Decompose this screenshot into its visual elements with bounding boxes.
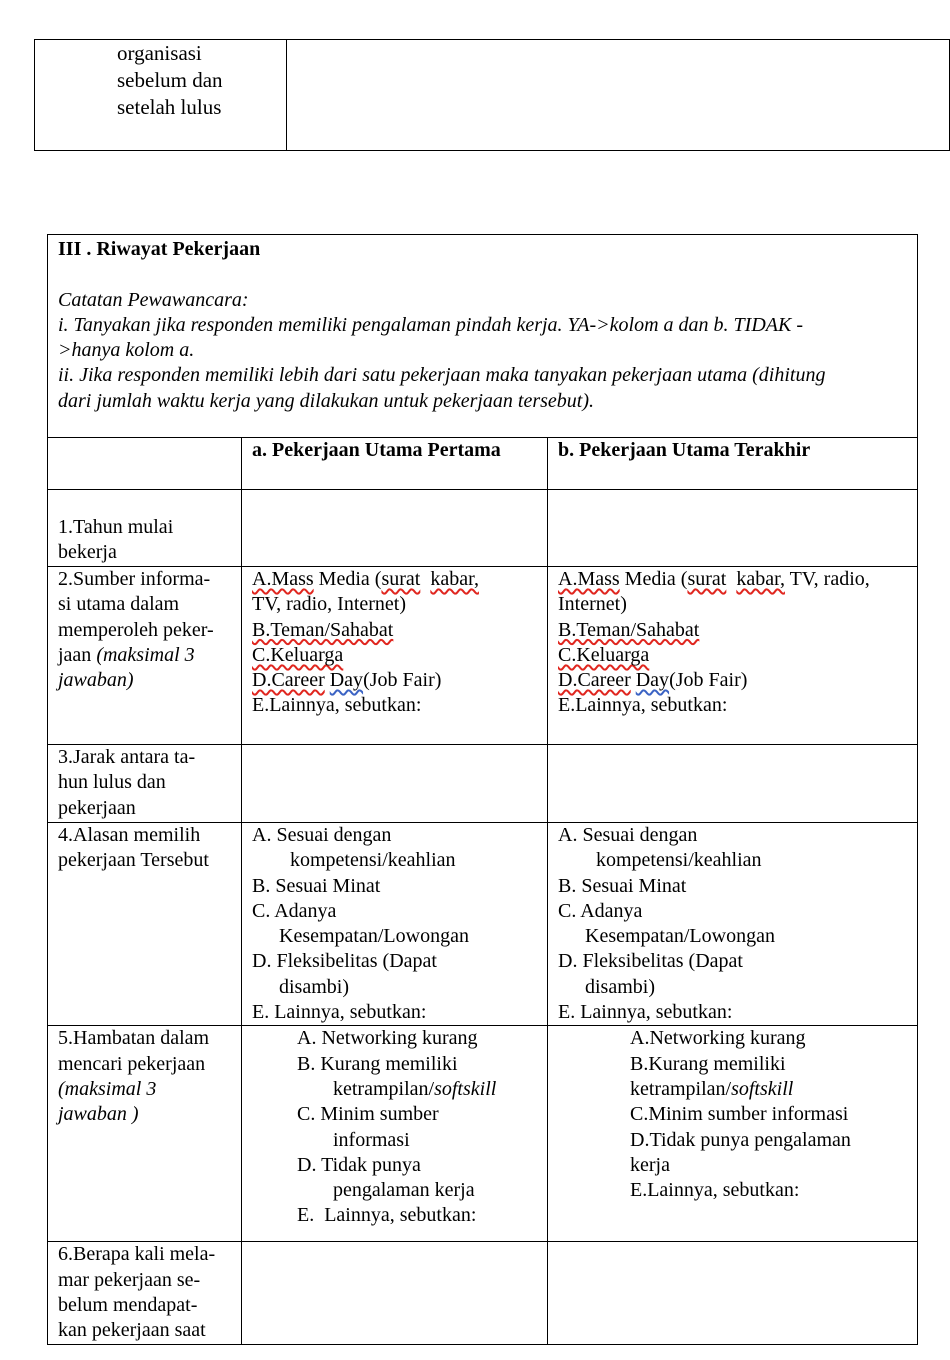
option-a: Media ( [313, 568, 382, 590]
option-d: (Job Fair) [363, 669, 442, 692]
option-d: Day [329, 669, 364, 692]
option-a-cont: kompetensi/keahlian [596, 849, 762, 872]
q5-line-italic: jawaban ) [58, 1103, 139, 1126]
option-a: A. Networking kurang [297, 1027, 478, 1050]
q3-answer-b[interactable] [548, 745, 918, 823]
q1-line: bekerja [58, 541, 117, 564]
option-b: B.Kurang memiliki [630, 1052, 786, 1075]
option-d: D. Tidak punya [297, 1153, 421, 1176]
option-c-cont: Kesempatan/Lowongan [585, 925, 775, 948]
option-a: surat [381, 568, 421, 590]
option-d-cont: kerja [630, 1153, 670, 1176]
option-e: E. Lainnya, sebutkan: [252, 1001, 427, 1024]
option-a: A.Mass [558, 568, 620, 590]
option-a: Media ( [619, 568, 688, 590]
option-a-cont: TV, radio, Internet) [252, 593, 407, 616]
q6-answer-b[interactable] [548, 1242, 918, 1344]
note-ii: ii. Jika responden memiliki lebih dari satu pekerjaan maka tanyakan pekerjaan utama (dihitung [58, 364, 826, 387]
option-b-cont: ketrampilan/ [333, 1077, 435, 1100]
q2-options-b [548, 567, 918, 745]
option-a: A. Sesuai dengan [558, 824, 698, 846]
option-d-cont: pengalaman kerja [333, 1179, 475, 1202]
option-b: B. Sesuai Minat [558, 874, 687, 897]
q6-line: belum mendapat- [58, 1293, 198, 1316]
option-d: (Job Fair) [669, 669, 748, 692]
option-a: A.Networking kurang [630, 1027, 806, 1050]
option-c: C.Keluarga [252, 643, 344, 666]
option-d: D.Tidak punya pengalaman [630, 1128, 851, 1151]
q5-line: mencari pekerjaan [58, 1052, 206, 1075]
note-i: i. Tanyakan jika responden memiliki pengalaman pindah kerja. YA->kolom a dan b. TIDAK - [58, 313, 803, 336]
q2-line: si utama dalam [58, 593, 180, 616]
section-title: III . Riwayat Pekerjaan [58, 238, 261, 260]
column-header-b: b. Pekerjaan Utama Terakhir [548, 438, 918, 490]
option-d: D. Fleksibelitas (Dapat [558, 950, 743, 973]
option-d: D.Career [558, 669, 631, 692]
option-b-cont: ketrampilan/ [630, 1077, 732, 1100]
option-c: C. Adanya [252, 899, 337, 922]
q6-line: 6.Berapa kali mela- [58, 1243, 216, 1266]
note-ii-cont: dari jumlah waktu kerja yang dilakukan untuk pekerjaan tersebut). [58, 389, 595, 412]
q1-line: 1.Tahun mulai [58, 516, 174, 538]
label-line: organisasi [117, 41, 202, 65]
q5-options-a [242, 1026, 548, 1242]
q2-line: jaan [58, 643, 97, 666]
section-header [48, 235, 918, 438]
q4-line: pekerjaan Tersebut [58, 849, 209, 872]
note-heading: Catatan Pewawancara: [58, 288, 249, 311]
q1-label [48, 490, 242, 567]
q1-answer-a[interactable] [242, 490, 548, 567]
option-b: B. Sesuai Minat [252, 874, 381, 897]
q6-line: mar pekerjaan se- [58, 1268, 201, 1291]
q2-options-a [242, 567, 548, 745]
q5-options-b [548, 1026, 918, 1242]
option-a-cont: Internet) [558, 593, 627, 616]
option-a: kabar, [736, 568, 785, 590]
q2-line-italic: (maksimal 3 [96, 643, 195, 666]
option-e: E. Lainnya, sebutkan: [558, 1001, 733, 1024]
previous-section-table [34, 39, 950, 151]
label-line: setelah lulus [117, 95, 222, 119]
q3-line: hun lulus dan [58, 771, 166, 794]
option-e: E. Lainnya, sebutkan: [297, 1204, 477, 1227]
q5-line: 5.Hambatan dalam [58, 1027, 210, 1050]
q4-options-b [548, 823, 918, 1026]
q6-line: kan pekerjaan saat [58, 1319, 206, 1342]
option-d: D.Career [252, 669, 325, 692]
q2-line: 2.Sumber informa- [58, 568, 211, 590]
option-a: A.Mass [252, 568, 314, 590]
q3-line: 3.Jarak antara ta- [58, 746, 196, 768]
q1-answer-b[interactable] [548, 490, 918, 567]
option-b: B. Kurang memiliki [297, 1052, 458, 1075]
column-header-a: a. Pekerjaan Utama Pertama [242, 438, 548, 490]
option-e: E.Lainnya, sebutkan: [252, 694, 422, 717]
option-d-cont: disambi) [279, 975, 349, 998]
q6-label [48, 1242, 242, 1344]
option-c: C.Keluarga [558, 643, 650, 666]
q3-answer-a[interactable] [242, 745, 548, 823]
note-i-cont: >hanya kolom a. [58, 339, 195, 362]
option-c-cont: Kesempatan/Lowongan [279, 925, 469, 948]
corner-cell [48, 438, 242, 490]
option-c: C. Minim sumber [297, 1103, 439, 1126]
option-c: C.Minim sumber informasi [630, 1103, 849, 1126]
q5-label [48, 1026, 242, 1242]
q2-line: memperoleh peker- [58, 618, 214, 641]
option-c: C. Adanya [558, 899, 643, 922]
q3-label [48, 745, 242, 823]
option-a: kabar, [430, 568, 479, 590]
option-e: E.Lainnya, sebutkan: [558, 694, 728, 717]
q2-label [48, 567, 242, 745]
previous-row-answer[interactable] [287, 40, 950, 151]
q6-answer-a[interactable] [242, 1242, 548, 1344]
option-a: TV, radio, [784, 568, 870, 590]
option-c-cont: informasi [333, 1128, 410, 1151]
option-b: B.Teman/Sahabat [252, 618, 394, 641]
q4-line: 4.Alasan memilih [58, 824, 201, 846]
label-line: sebelum dan [117, 68, 223, 92]
q4-options-a [242, 823, 548, 1026]
option-a [726, 568, 736, 590]
option-b-cont: softskill [434, 1077, 497, 1100]
option-b: B.Teman/Sahabat [558, 618, 700, 641]
option-a-cont: kompetensi/keahlian [290, 849, 456, 872]
work-history-table [47, 234, 918, 1345]
q4-label [48, 823, 242, 1026]
option-e: E.Lainnya, sebutkan: [630, 1179, 800, 1202]
option-d-cont: disambi) [585, 975, 655, 998]
q2-line-italic: jawaban) [58, 669, 134, 692]
option-a: A. Sesuai dengan [252, 824, 392, 846]
option-d: D. Fleksibelitas (Dapat [252, 950, 437, 973]
previous-row-label [35, 40, 287, 151]
option-a: surat [687, 568, 727, 590]
q5-line-italic: (maksimal 3 [58, 1077, 157, 1100]
q3-line: pekerjaan [58, 796, 136, 819]
option-b-cont: softskill [731, 1077, 794, 1100]
option-d: Day [635, 669, 670, 692]
option-a [420, 568, 430, 590]
